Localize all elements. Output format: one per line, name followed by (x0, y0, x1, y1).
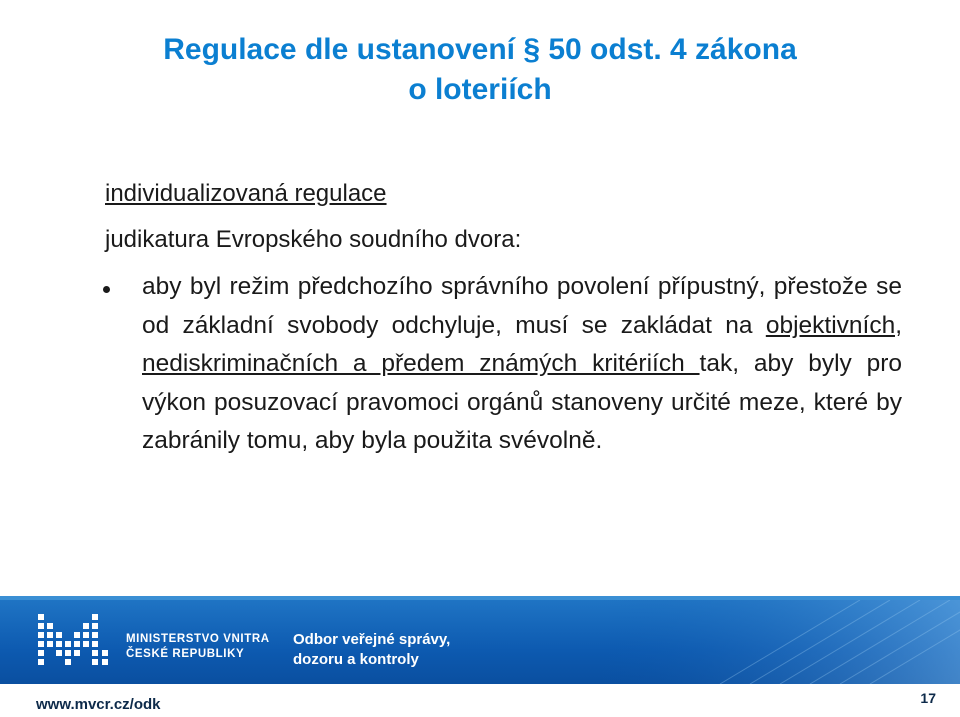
slide-title (0, 30, 960, 110)
department-name-line-2: dozoru a kontroly (293, 651, 419, 668)
ministry-logo-icon (36, 612, 116, 670)
department-name-line-1: Odbor veřejné správy, (293, 631, 451, 648)
bullet-text-start: aby byl režim předchozího správního povolení přípustný, přestože se od základní svobody odchyluje, musí se zakládat na (142, 273, 902, 339)
subheading-case-law: judikatura Evropského soudního dvora: (105, 226, 522, 253)
department-name (293, 630, 450, 670)
footer-decoration-icon (600, 600, 960, 684)
page-number: 17 (920, 690, 936, 706)
bullet-icon (103, 286, 110, 293)
bullet-paragraph (142, 268, 902, 461)
ministry-name-line-2: ČESKÉ REPUBLIKY (126, 648, 245, 660)
slide-title-line-1: Regulace dle ustanovení § 50 odst. 4 zákona (163, 33, 797, 66)
bullet-text-underlined: objektivních, nediskriminačních a předem známých kritériích (142, 311, 902, 377)
subheading-individual-regulation: individualizovaná regulace (105, 180, 387, 207)
slide-title-line-2: o loteriích (408, 73, 552, 106)
ministry-name (126, 632, 270, 662)
bullet-text-end: tak, aby byly pro výkon posuzovací pravomoci orgánů stanoveny určité meze, které by zabránily tomu, aby byla použita svévolně. (142, 350, 903, 454)
ministry-name-line-1: MINISTERSTVO VNITRA (126, 633, 270, 645)
website-link[interactable]: www.mvcr.cz/odk (36, 696, 161, 713)
